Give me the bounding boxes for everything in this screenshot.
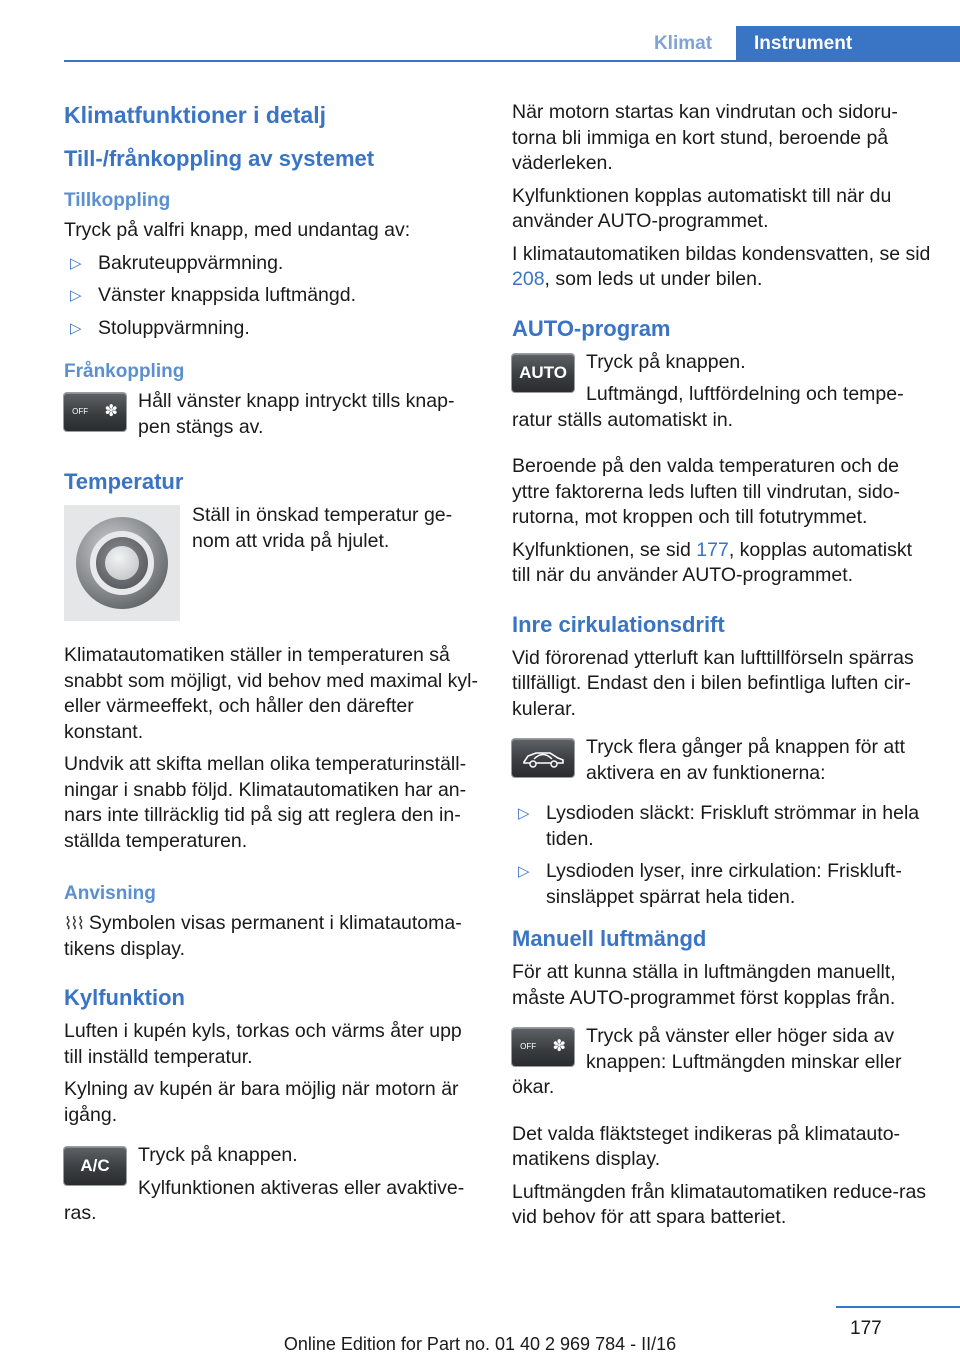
list-item: ▷ Bakruteuppvärmning. xyxy=(64,251,482,277)
manual-paragraph-1: För att kunna ställa in luftmängden manuellt, måste AUTO-programmet först kopplas från. xyxy=(512,961,896,1009)
manual-text: Tryck på vänster eller höger sida av knappen: Luftmängden minskar eller ökar. xyxy=(512,1025,902,1098)
defrost-symbol-icon: ⌇⌇⌇ xyxy=(64,914,83,933)
manual-button-image xyxy=(512,1028,574,1066)
note-text-content: Symbolen visas permanent i klimatautoma-tikens display. xyxy=(64,912,462,960)
right-paragraph-3: I klimatautomatiken bildas kondensvatten, se sid 208, som leds ut under bilen. xyxy=(512,242,931,290)
ac-text-2: Kylfunktionen aktiveras eller avaktive-ras. xyxy=(64,1176,465,1224)
fan-icon: ✽ xyxy=(104,403,118,421)
recirculation-button-image xyxy=(512,739,574,777)
edition-footer: Online Edition for Part no. 01 40 2 969 784 - II/16 xyxy=(283,1334,677,1354)
on-text: Tryck på valfri knapp, med undantag av: xyxy=(64,219,411,241)
temperature-paragraph-1: Klimatautomatiken ställer in temperaturen så snabbt som möjligt, vid behov med maximal kyl- eller värmeeffekt, och håller den därefter konstant. xyxy=(64,644,478,743)
recirculation-paragraph: Vid förorenad ytterluft kan lufttillförseln spärras tillfälligt. Endast den i bilen befintliga luften cir-kulerar. xyxy=(512,646,914,720)
header-chapter-tab[interactable]: Instrument xyxy=(736,26,960,62)
auto-paragraph-2: Kylfunktionen, se sid 177, kopplas automatiskt till när du använder AUTO-programmet. xyxy=(512,538,913,586)
ac-button-icon: A/C xyxy=(64,1147,126,1185)
auto-paragraph-1: Beroende på den valda temperaturen och de yttre faktorerna leds luften till vindrutan, sido-rutorna, mot kroppen och till fotutrymmet. xyxy=(512,455,901,528)
cooling-heading: Kylfunktion xyxy=(64,985,185,1010)
fan-icon: ✽ xyxy=(552,1038,566,1056)
list-item: ▷ Stoluppvärmning. xyxy=(64,316,482,342)
on-heading: Tillkoppling xyxy=(64,190,171,211)
rotary-knob-icon xyxy=(64,505,180,621)
auto-text-2: Luftmängd, luftfördelning och tempe-ratur ställs automatiskt in. xyxy=(512,383,904,431)
off-label: OFF xyxy=(72,407,89,417)
auto-button-icon: AUTO xyxy=(512,354,574,392)
footer-rule xyxy=(836,1306,960,1308)
off-button-image xyxy=(64,393,126,431)
ac-text-1: Tryck på knappen. xyxy=(138,1144,298,1166)
auto-text-1: Tryck på knappen. xyxy=(586,350,746,373)
page-link-177[interactable]: 177 xyxy=(696,538,729,561)
recirculation-heading: Inre cirkulationsdrift xyxy=(512,611,725,637)
onoff-heading: Till-/frånkoppling av systemet xyxy=(64,146,375,171)
temperature-heading: Temperatur xyxy=(64,469,184,494)
temperature-paragraph-2: Undvik att skifta mellan olika temperaturinställ-ningar i snabb följd. Klimatautomatiken har an-nars inte tillräcklig tid på sig att reglera den in-ställda temperaturen. xyxy=(64,753,467,852)
temperature-knob-image xyxy=(64,505,180,621)
right-paragraph-2: Kylfunktionen kopplas automatiskt till när du använder AUTO-programmet. xyxy=(512,184,892,232)
auto-button-image xyxy=(512,354,574,392)
off-label: OFF xyxy=(520,1042,537,1052)
list-item: ▷ Lysdioden släckt: Friskluft strömmar in hela tiden. xyxy=(512,801,932,852)
manual-airflow-heading: Manuell luftmängd xyxy=(512,926,707,951)
right-paragraph-1: När motorn startas kan vindrutan och sidoru-torna bli immiga en kort stund, beroende på väderleken. xyxy=(512,101,898,174)
page-title: Klimatfunktioner i detalj xyxy=(64,102,326,128)
ac-button-image xyxy=(64,1147,126,1185)
cooling-paragraph-2: Kylning av kupén är bara möjlig när motorn är igång. xyxy=(64,1078,459,1126)
cooling-paragraph-1: Luften i kupén kyls, torkas och värms åter upp till inställd temperatur. xyxy=(64,1020,462,1068)
left-column xyxy=(64,100,482,1234)
page-link-208[interactable]: 208 xyxy=(512,268,545,290)
car-recirculation-icon xyxy=(512,739,574,777)
temperature-text: Ställ in önskad temperatur ge-nom att vrida på hjulet. xyxy=(192,504,453,552)
on-exceptions-list xyxy=(64,251,482,342)
manual-paragraph-3: Luftmängden från klimatautomatiken reduce-ras vid behov för att spara batteriet. xyxy=(512,1180,927,1228)
car-outline-icon xyxy=(520,747,566,769)
right-column xyxy=(512,100,932,1238)
off-heading: Frånkoppling xyxy=(64,361,185,382)
note-heading: Anvisning xyxy=(64,883,156,904)
list-item: ▷ Vänster knappsida luftmängd. xyxy=(64,283,482,309)
recirculation-text: Tryck flera gånger på knappen för att aktivera en av funktionerna: xyxy=(586,736,906,784)
recirculation-list xyxy=(512,801,932,910)
page-number: 177 xyxy=(850,1318,882,1339)
off-text: Håll vänster knapp intryckt tills knap-pen stängs av. xyxy=(138,390,455,438)
auto-heading: AUTO-program xyxy=(512,315,671,341)
note-text xyxy=(64,911,482,962)
manual-paragraph-2: Det valda fläktsteget indikeras på klimatauto-matikens display. xyxy=(512,1122,901,1170)
header-section-tab[interactable]: Klimat xyxy=(653,33,713,54)
list-item: ▷ Lysdioden lyser, inre cirkulation: Friskluft-sinsläppet spärrat hela tiden. xyxy=(512,859,932,910)
